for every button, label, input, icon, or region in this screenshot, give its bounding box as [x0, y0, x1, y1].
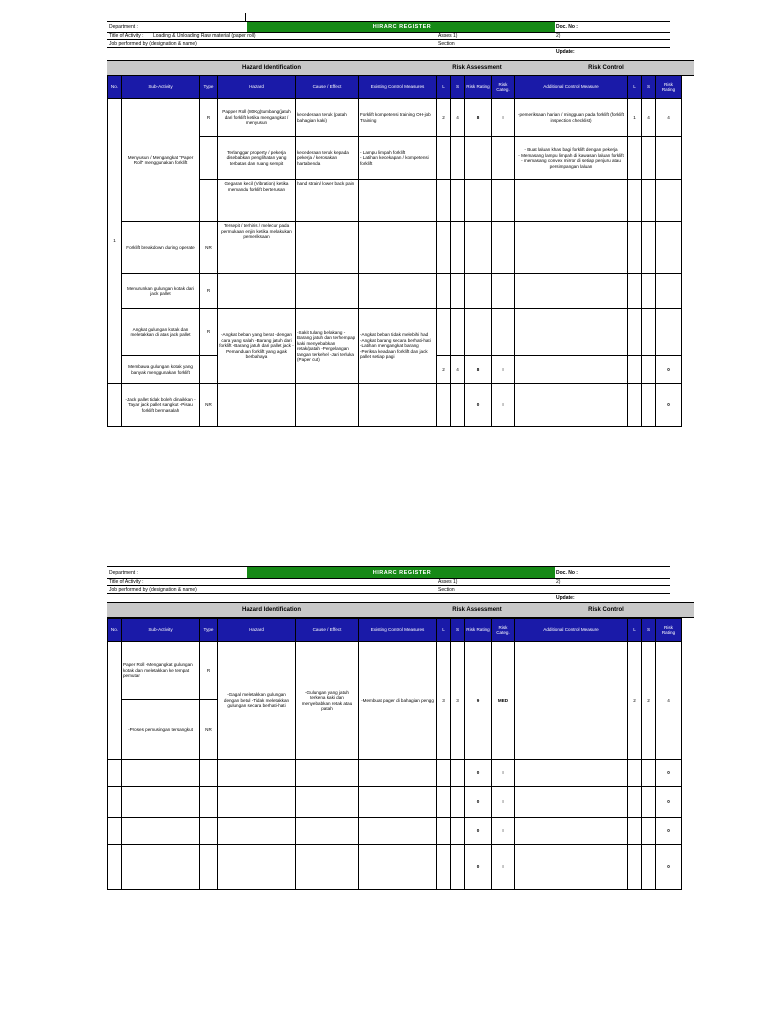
risk-categ-cell — [492, 222, 515, 274]
risk-rating-cell — [465, 309, 492, 356]
risk-rating2-cell — [656, 137, 682, 180]
risk-categ-cell: I — [492, 818, 515, 845]
col-hazard: Hazard — [218, 619, 296, 642]
l-cell — [437, 180, 451, 222]
l2-cell — [628, 787, 642, 818]
type-cell: R — [200, 642, 218, 700]
s-cell — [451, 845, 465, 890]
table-row — [108, 760, 682, 787]
risk-rating-cell — [465, 222, 492, 274]
assess-label: Asses 1) — [438, 578, 458, 585]
doc-no-label: Doc. No : — [556, 24, 578, 30]
col-no: No. — [108, 619, 122, 642]
additional-cell — [515, 309, 628, 356]
existing-cell: -Angkat beban tidak melebihi had -Angkat barang secara berhati-hati -Latihan mengangkat barang -Periksa keadaan forklift dan jack pallet setiap pagi — [359, 309, 437, 384]
s-cell — [451, 137, 465, 180]
row-number: 1 — [108, 99, 122, 384]
s2-cell — [642, 818, 656, 845]
l-cell — [437, 384, 451, 427]
l2-cell — [628, 845, 642, 890]
s2-cell — [642, 845, 656, 890]
sub-activity-cell: Angkat gulungan kotak dan meletakkan di atas jack pallet — [122, 309, 200, 356]
risk-rating-cell: 9 — [465, 642, 492, 760]
l-cell — [437, 787, 451, 818]
l2-cell — [628, 818, 642, 845]
cause-cell: hand strain/ lower back pain — [296, 180, 359, 222]
table-row — [108, 642, 682, 700]
hazard-cell: -Gagal meletakkan gulungan dengan betul -Tidak meletakkan gulungan secara berhati-hati — [218, 642, 296, 760]
col-hazard: Hazard — [218, 76, 296, 99]
risk-categ-cell: I — [492, 384, 515, 427]
title-activity-value: Loading & Unloading Raw material (paper roll) — [153, 32, 256, 39]
hazard-cell: -Angkat beban yang berat -dengan cara yang salah -Barang jatuh dari forklift -Barang jatuh dari pallet jack -Pemanduan forklift yang agak berbahaya — [218, 309, 296, 384]
job-performed-label: Job performed by (designation & name) — [109, 586, 197, 593]
risk-rating2-cell: 4 — [656, 642, 682, 760]
col-additional: Additional Control Measure — [515, 619, 628, 642]
cause-cell — [296, 222, 359, 274]
additional-cell — [515, 274, 628, 309]
hirarc-table-1 — [107, 75, 682, 427]
assess-label: Asses 1) — [438, 32, 458, 39]
risk-assessment-label: Risk Assessment — [452, 607, 502, 613]
risk-rating-cell: 0 — [465, 760, 492, 787]
s2-cell — [642, 180, 656, 222]
type-cell: R — [200, 99, 218, 137]
s-cell — [451, 787, 465, 818]
risk-rating-cell — [465, 180, 492, 222]
l2-cell — [628, 180, 642, 222]
table-row — [108, 99, 682, 137]
hirarc-sheet-1 — [107, 13, 676, 413]
l-cell: 2 — [437, 356, 451, 384]
s2-cell — [642, 137, 656, 180]
hazard-cell — [218, 274, 296, 309]
risk-rating2-cell: 4 — [656, 99, 682, 137]
risk-categ-cell: MED — [492, 642, 515, 760]
s-cell — [451, 818, 465, 845]
cause-cell: kecederaan teruk kepada pekerja / kerosakan hartabenda — [296, 137, 359, 180]
type-cell: R — [200, 309, 218, 356]
col-risk-rating: Risk Rating — [465, 76, 492, 99]
sub-activity-cell — [122, 818, 200, 845]
s-cell — [451, 760, 465, 787]
additional-cell: -pemeriksaan harian / mingguan pada forklift (forklift inspection checklist) — [515, 99, 628, 137]
existing-cell — [359, 274, 437, 309]
l2-cell — [628, 760, 642, 787]
department-label: Department : — [109, 569, 138, 576]
type-cell — [200, 137, 218, 180]
row-number — [108, 818, 122, 845]
s-cell: 4 — [451, 99, 465, 137]
l2-cell — [628, 356, 642, 384]
col-existing: Existing Control Measures — [359, 619, 437, 642]
table-row — [108, 845, 682, 890]
existing-cell — [359, 222, 437, 274]
col-risk-rating2: Risk Rating — [656, 76, 682, 99]
register-title: HIRARC REGISTER — [247, 22, 555, 32]
existing-cell: -Membuat pager di bahagian pengg — [359, 642, 437, 760]
col-additional: Additional Control Measure — [515, 76, 628, 99]
l-cell — [437, 309, 451, 356]
table-row — [108, 309, 682, 356]
s2-cell — [642, 760, 656, 787]
risk-categ-cell: I — [492, 760, 515, 787]
department-label: Department : — [109, 24, 138, 30]
cause-cell — [296, 384, 359, 427]
s-cell — [451, 222, 465, 274]
additional-cell — [515, 222, 628, 274]
row-number — [108, 760, 122, 787]
job-performed-label: Job performed by (designation & name) — [109, 40, 197, 47]
type-cell — [200, 845, 218, 890]
additional-cell — [515, 760, 628, 787]
col-s: S — [451, 76, 465, 99]
hazard-cell: Papper Roll (80Kg)tumbang(jatuh dari forklift ketika mengangkat / menyusun — [218, 99, 296, 137]
update-label: Update: — [556, 48, 575, 55]
additional-cell — [515, 818, 628, 845]
sub-activity-cell: -Jack pallet tidak boleh dinaikkan -Tayar jack pallet sangkut -Pisau forklift bermasalah — [122, 384, 200, 427]
risk-rating-cell: 0 — [465, 818, 492, 845]
hazard-cell — [218, 760, 296, 787]
l2-cell: 1 — [628, 99, 642, 137]
col-risk-rating2: Risk Rating — [656, 619, 682, 642]
additional-cell — [515, 787, 628, 818]
s-cell — [451, 384, 465, 427]
type-cell — [200, 818, 218, 845]
col-no: No. — [108, 76, 122, 99]
risk-rating2-cell: 0 — [656, 818, 682, 845]
col-s2: S — [642, 619, 656, 642]
sheet-header — [107, 13, 670, 60]
existing-cell — [359, 818, 437, 845]
s2-cell: 4 — [642, 99, 656, 137]
risk-rating2-cell: 0 — [656, 787, 682, 818]
l2-cell — [628, 309, 642, 356]
l2-cell — [628, 222, 642, 274]
sub-activity-cell — [122, 845, 200, 890]
l-cell: 2 — [437, 99, 451, 137]
risk-rating-cell: 0 — [465, 787, 492, 818]
assess-2: 2) — [556, 578, 561, 585]
sub-activity-cell: Membawa gulungan kotak yang banyak menggunakan forklift — [122, 356, 200, 384]
existing-cell: Forklift kompetensi training OH-job Training — [359, 99, 437, 137]
hazard-cell — [218, 818, 296, 845]
update-label: Update: — [556, 594, 575, 601]
type-cell — [200, 760, 218, 787]
sub-activity-cell — [122, 787, 200, 818]
sub-activity-cell — [122, 760, 200, 787]
l-cell: 3 — [437, 642, 451, 760]
risk-categ-cell: I — [492, 845, 515, 890]
title-activity-label: Title of Activity : — [109, 32, 144, 39]
hirarc-sheet-2 — [107, 566, 676, 870]
s-cell: 4 — [451, 356, 465, 384]
l2-cell: 2 — [628, 642, 642, 760]
column-header-row — [108, 619, 682, 642]
l-cell — [437, 222, 451, 274]
col-l: L — [437, 76, 451, 99]
hazard-cell: Gegaran kecil (Vibration) ketika memandu forklift berterusan — [218, 180, 296, 222]
existing-cell — [359, 760, 437, 787]
additional-cell — [515, 845, 628, 890]
type-cell — [200, 356, 218, 384]
risk-rating2-cell: 0 — [656, 845, 682, 890]
col-risk-categ: Risk Categ. — [492, 76, 515, 99]
table-row — [108, 274, 682, 309]
s2-cell — [642, 274, 656, 309]
type-cell — [200, 180, 218, 222]
table-row — [108, 787, 682, 818]
risk-control-label: Risk Control — [588, 65, 624, 71]
risk-categ-cell: I — [492, 787, 515, 818]
l-cell — [437, 818, 451, 845]
s2-cell — [642, 222, 656, 274]
risk-categ-cell — [492, 137, 515, 180]
risk-rating2-cell: 0 — [656, 356, 682, 384]
col-type: Type — [200, 76, 218, 99]
risk-rating-cell — [465, 274, 492, 309]
cause-cell: kecederaan teruk (patah bahagian kaki) — [296, 99, 359, 137]
l2-cell — [628, 274, 642, 309]
sub-activity-cell: Menyusun / Mengangkat "Paper Roll" menggunakan forklift — [122, 99, 200, 222]
table-row — [108, 384, 682, 427]
hazard-cell — [218, 787, 296, 818]
l-cell — [437, 137, 451, 180]
hazard-cell — [218, 845, 296, 890]
risk-rating-cell: 8 — [465, 356, 492, 384]
hazard-cell — [218, 384, 296, 427]
risk-rating2-cell — [656, 180, 682, 222]
table-row — [108, 222, 682, 274]
s2-cell — [642, 787, 656, 818]
sub-activity-cell: -Proses pemusingan tersangkut — [122, 700, 200, 760]
cause-cell — [296, 818, 359, 845]
doc-no-label: Doc. No : — [556, 569, 578, 576]
additional-cell — [515, 642, 628, 760]
sub-activity-cell: Menurunkan gulungan kotak dari jack pallet — [122, 274, 200, 309]
col-l2: L — [628, 619, 642, 642]
col-s: S — [451, 619, 465, 642]
s-cell — [451, 274, 465, 309]
risk-categ-cell — [492, 274, 515, 309]
additional-cell — [515, 356, 628, 384]
existing-cell — [359, 845, 437, 890]
l-cell — [437, 274, 451, 309]
hazard-cell: Terlanggar property / pekerja disebabkan penglihatan yang terbatas dan ruang sempit — [218, 137, 296, 180]
col-risk-categ: Risk Categ. — [492, 619, 515, 642]
existing-cell — [359, 787, 437, 818]
assess-2: 2) — [556, 32, 561, 39]
additional-cell — [515, 384, 628, 427]
column-header-row — [108, 76, 682, 99]
sub-activity-cell: Forklift breakdown during operate — [122, 222, 200, 274]
hazard-identification-label: Hazard Identification — [241, 607, 301, 613]
l2-cell — [628, 137, 642, 180]
type-cell: R — [200, 274, 218, 309]
col-sub-activity: Sub-Activity — [122, 619, 200, 642]
additional-cell: - Buat laluan khas bagi forklift dengan pekerja - Memasang lampu limpah di kawasan laluan forklift - memasang convex mirror di setiap penjuru atau persimpangan laluan — [515, 137, 628, 180]
s-cell: 3 — [451, 642, 465, 760]
hirarc-table-2 — [107, 618, 682, 890]
existing-cell — [359, 180, 437, 222]
risk-rating2-cell — [656, 309, 682, 356]
risk-rating2-cell — [656, 222, 682, 274]
s-cell — [451, 180, 465, 222]
risk-assessment-label: Risk Assessment — [452, 65, 502, 71]
cause-cell — [296, 845, 359, 890]
type-cell — [200, 787, 218, 818]
additional-cell — [515, 180, 628, 222]
col-risk-rating: Risk Rating — [465, 619, 492, 642]
title-activity-label: Title of Activity : — [109, 578, 144, 585]
cause-cell: -Gulungan yang jatuh terkena kaki dan menyebabkan retak atau patah — [296, 642, 359, 760]
col-l: L — [437, 619, 451, 642]
col-s2: S — [642, 76, 656, 99]
risk-rating-cell: 8 — [465, 99, 492, 137]
cause-cell: -Sakit tulang belakang -Barang jatuh dan terhempap kaki menyebabkan retak/patah -Pergelangan tangan terkehel -Jari terluka (Paper cut) — [296, 309, 359, 384]
risk-rating-cell: 0 — [465, 845, 492, 890]
existing-cell: - Lampu limpah forklift - Latihan kecekapan / kompetensi forklift — [359, 137, 437, 180]
row-number — [108, 384, 122, 427]
col-type: Type — [200, 619, 218, 642]
s2-cell — [642, 384, 656, 427]
col-cause: Cause / Effect — [296, 619, 359, 642]
col-sub-activity: Sub-Activity — [122, 76, 200, 99]
col-existing: Existing Control Measures — [359, 76, 437, 99]
l-cell — [437, 760, 451, 787]
table-row — [108, 818, 682, 845]
risk-rating2-cell: 0 — [656, 384, 682, 427]
s2-cell — [642, 309, 656, 356]
risk-rating2-cell: 0 — [656, 760, 682, 787]
risk-rating-cell: 0 — [465, 384, 492, 427]
l-cell — [437, 845, 451, 890]
hazard-cell: Tersepit / terhiris / melecur pada permukaan enjin ketika melakukan pemeriksaan — [218, 222, 296, 274]
risk-categ-cell: I — [492, 356, 515, 384]
type-cell: NR — [200, 384, 218, 427]
s-cell — [451, 309, 465, 356]
risk-categ-cell — [492, 309, 515, 356]
row-number — [108, 787, 122, 818]
risk-rating-cell — [465, 137, 492, 180]
section-label: Section — [438, 40, 455, 47]
risk-categ-cell: I — [492, 99, 515, 137]
type-cell: NR — [200, 222, 218, 274]
section-band — [107, 60, 694, 76]
row-number — [108, 642, 122, 760]
l2-cell — [628, 384, 642, 427]
risk-rating2-cell — [656, 274, 682, 309]
section-band — [107, 602, 694, 618]
cause-cell — [296, 787, 359, 818]
col-cause: Cause / Effect — [296, 76, 359, 99]
existing-cell — [359, 384, 437, 427]
type-cell: NR — [200, 700, 218, 760]
col-l2: L — [628, 76, 642, 99]
risk-categ-cell — [492, 180, 515, 222]
s2-cell — [642, 356, 656, 384]
s2-cell: 2 — [642, 642, 656, 760]
sub-activity-cell: Paper Roll -Mengangkat gulungan kotak dan meletakkan ke tempat pemutar — [122, 642, 200, 700]
cause-cell — [296, 274, 359, 309]
cause-cell — [296, 760, 359, 787]
risk-control-label: Risk Control — [588, 607, 624, 613]
section-label: Section — [438, 586, 455, 593]
row-number — [108, 845, 122, 890]
hazard-identification-label: Hazard Identification — [241, 65, 301, 71]
register-title: HIRARC REGISTER — [247, 567, 555, 578]
